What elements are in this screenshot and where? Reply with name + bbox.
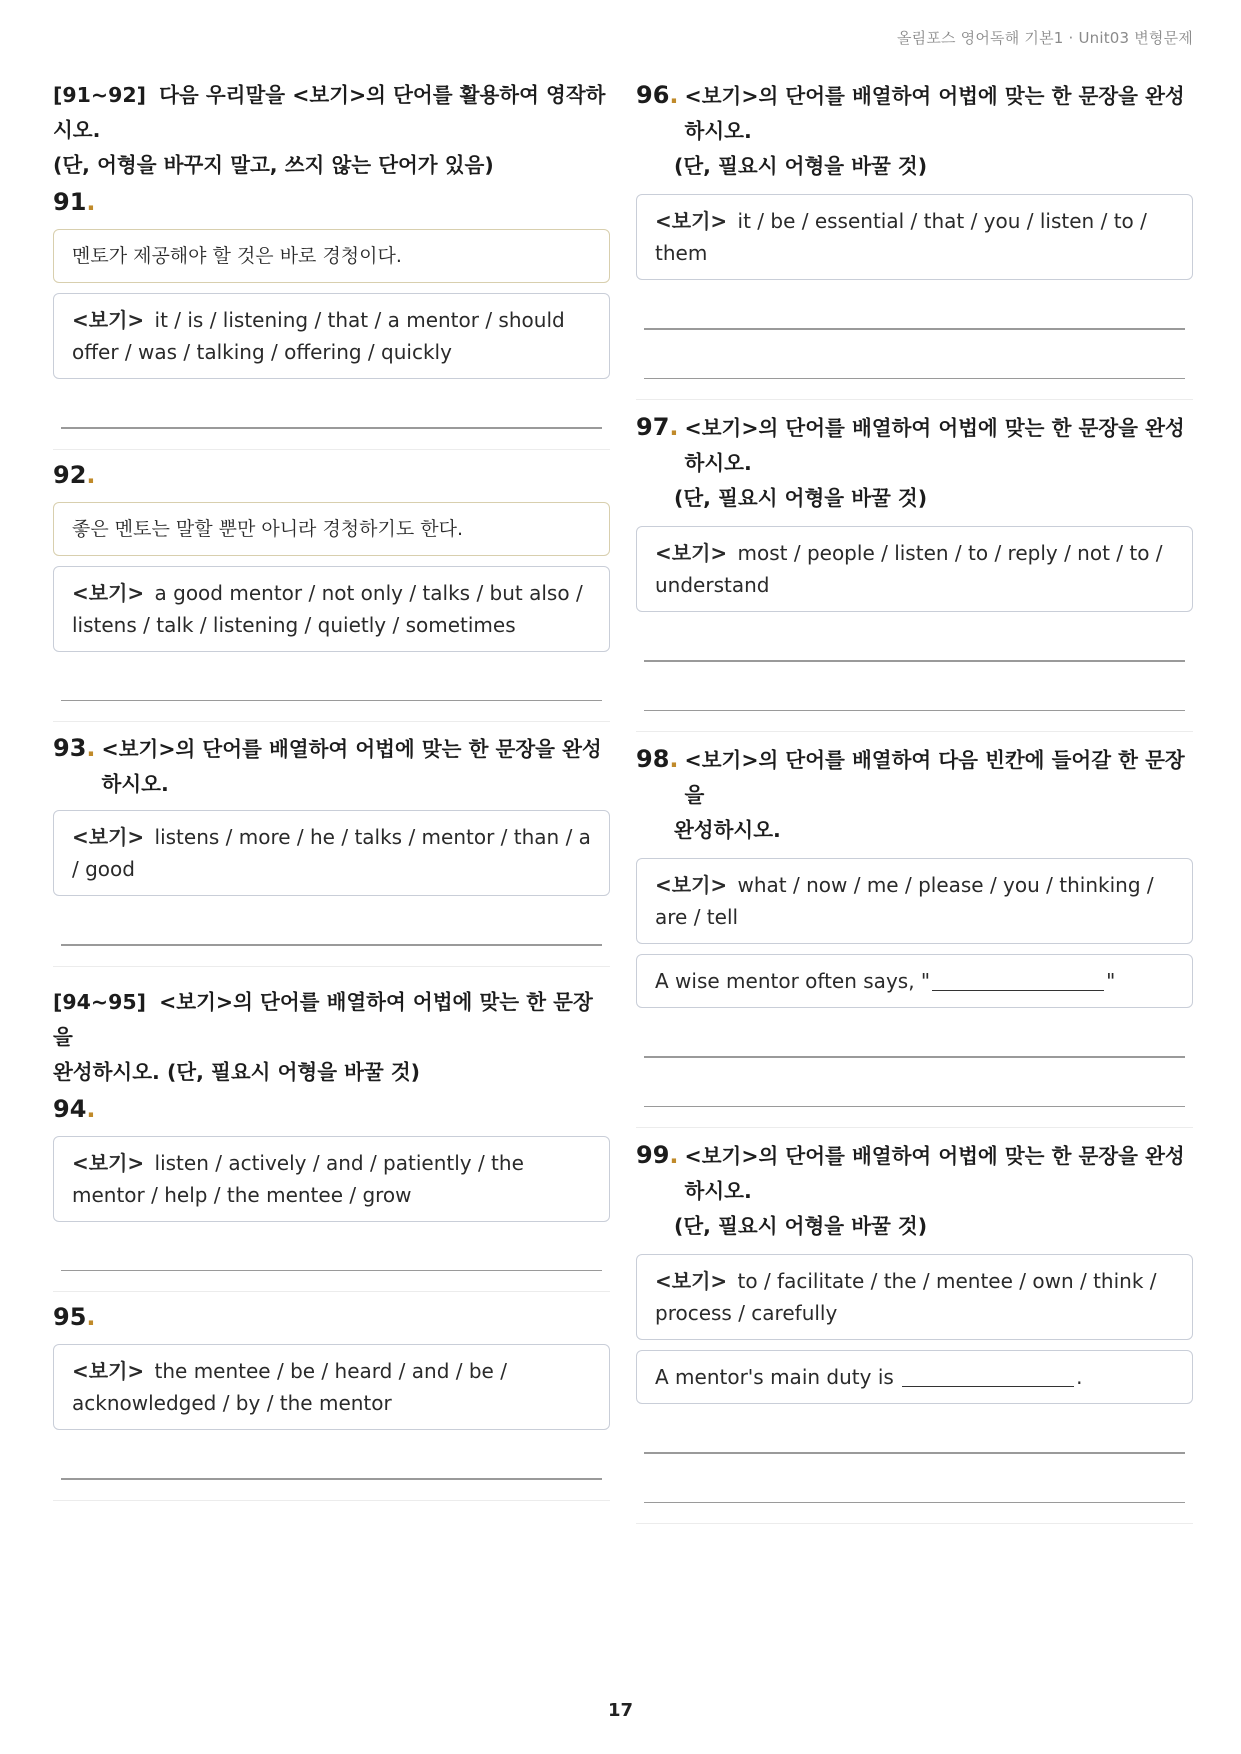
section-note: 완성하시오. (단, 필요시 어형을 바꿀 것) [53,1059,421,1084]
sentence-box [636,1350,1193,1404]
question-number: 97 [636,413,670,441]
bogi-box [636,1254,1193,1340]
sentence-after: . [1076,1365,1083,1389]
answer-line[interactable] [644,1056,1185,1058]
question-note: (단, 필요시 어형을 바꿀 것) [674,486,928,510]
right-column [636,78,1193,1524]
bogi-box [53,810,610,896]
bogi-box [636,526,1193,612]
answer-line[interactable] [61,1478,602,1480]
question-prompt: <보기>의 단어를 배열하여 어법에 맞는 한 문장을 완성하시오. [684,1144,1185,1203]
blank-line[interactable] [902,1364,1074,1387]
section-instruction: 다음 우리말을 <보기>의 단어를 활용하여 영작하시오. [53,83,606,142]
bogi-label: <보기> [72,580,145,605]
question-number: 93 [53,734,87,762]
answer-line[interactable] [644,1452,1185,1454]
section-91-92-instructions [53,78,610,183]
question-number: 91 [53,188,87,216]
bogi-words: a good mentor / not only / talks / but also / listens / talk / listening / quietly / sometimes [72,580,583,637]
page-header: 올림포스 영어독해 기본1 · Unit03 변형문제 [896,29,1193,47]
bogi-label: <보기> [72,825,145,849]
section-range: [91~92] [53,83,146,107]
bogi-words: listen / actively / and / patiently / the mentor / help / the mentee / grow [72,1150,524,1207]
left-column [53,78,610,1501]
question-number: 95 [53,1303,87,1331]
answer-line[interactable] [644,660,1185,662]
divider [636,399,1193,400]
bogi-box [53,1344,610,1430]
section-note: (단, 어형을 바꾸지 말고, 쓰지 않는 단어가 있음) [53,153,494,177]
question-note: (단, 필요시 어형을 바꿀 것) [674,154,928,178]
section-instruction: <보기>의 단어를 배열하여 어법에 맞는 한 문장을 [53,989,593,1049]
bogi-label: <보기> [72,1150,145,1175]
divider [53,449,610,450]
question-95: 95. <보기> the mentee / be / heard / and / be / acknowledged / by / the mentor [53,1300,610,1501]
answer-line[interactable] [644,1502,1185,1504]
question-94: 94. <보기> listen / actively / and / patiently / the mentor / help / the mentee / grow [53,1092,610,1293]
bogi-words: the mentee / be / heard / and / be / acknowledged / by / the mentor [72,1359,507,1415]
answer-line[interactable] [644,328,1185,330]
question-97: 97. <보기>의 단어를 배열하여 어법에 맞는 한 문장을 완성하시오. (단, 필요시 어형을 바꿀 것) <보기> most / people / listen / to / reply / not / to / understand [636,410,1193,732]
section-94-95-instructions [53,985,610,1090]
sentence-before: A wise mentor often says, " [655,969,931,993]
bogi-words: it / is / listening / that / a mentor / should offer / was / talking / offering / quickly [72,308,565,364]
korean-sentence-box [53,229,610,283]
question-91: 91. 멘토가 제공해야 할 것은 바로 경청이다. <보기> it / is / listening / that / a mentor / should offer / was / talking / offering / quickly [53,185,610,450]
bogi-words: most / people / listen / to / reply / not / to / understand [655,541,1163,597]
question-number: 94 [53,1094,87,1123]
answer-line[interactable] [644,710,1185,712]
question-93: 93. <보기>의 단어를 배열하여 어법에 맞는 한 문장을 완성하시오. <보기> listens / more / he / talks / mentor / than / a / good [53,731,610,967]
bogi-words: what / now / me / please / you / thinking / are / tell [655,873,1154,929]
korean-sentence: 좋은 멘토는 말할 뿐만 아니라 경청하기도 한다. [72,517,464,540]
bogi-label: <보기> [655,541,728,565]
page-number: 17 [607,1700,634,1721]
bogi-words: it / be / essential / that / you / listen / to / them [655,209,1147,265]
question-prompt: <보기>의 단어를 배열하여 어법에 맞는 한 문장을 완성하시오. [101,737,602,796]
divider [53,1500,610,1501]
bogi-label: <보기> [72,1359,145,1383]
bogi-box [53,293,610,379]
divider [636,1523,1193,1524]
question-number: 96 [636,81,670,109]
question-98: 98. <보기>의 단어를 배열하여 다음 빈칸에 들어갈 한 문장을 완성하시오. <보기> what / now / me / please / you / thinking / are / tell A wise mentor often says, " " [636,742,1193,1128]
section-range: [94~95] [53,989,146,1014]
answer-line[interactable] [61,427,602,429]
divider [53,966,610,967]
question-note: 완성하시오. [674,818,781,842]
question-note: (단, 필요시 어형을 바꿀 것) [674,1214,928,1238]
answer-line[interactable] [644,1106,1185,1108]
divider [53,721,610,722]
bogi-box [53,566,610,652]
answer-line[interactable] [644,378,1185,380]
question-number: 98 [636,745,670,773]
question-number: 99 [636,1141,670,1169]
answer-line[interactable] [61,700,602,702]
bogi-box [53,1136,610,1222]
question-number: 92 [53,460,87,489]
bogi-label: <보기> [72,308,145,332]
question-92: 92. 좋은 멘토는 말할 뿐만 아니라 경청하기도 한다. <보기> a good mentor / not only / talks / but also / listens / talk / listening / quietly / sometimes [53,458,610,723]
sentence-after: " [1106,969,1116,993]
question-prompt: <보기>의 단어를 배열하여 어법에 맞는 한 문장을 완성하시오. [684,84,1185,143]
bogi-label: <보기> [655,209,728,233]
korean-sentence-box [53,502,610,556]
sentence-before: A mentor's main duty is [655,1365,901,1389]
bogi-label: <보기> [655,1269,728,1293]
bogi-words: to / facilitate / the / mentee / own / think / process / carefully [655,1269,1157,1325]
korean-sentence: 멘토가 제공해야 할 것은 바로 경청이다. [72,245,402,267]
bogi-box [636,858,1193,944]
question-prompt: <보기>의 단어를 배열하여 다음 빈칸에 들어갈 한 문장을 [684,748,1185,807]
bogi-label: <보기> [655,873,728,897]
question-96: 96. <보기>의 단어를 배열하여 어법에 맞는 한 문장을 완성하시오. (단, 필요시 어형을 바꿀 것) <보기> it / be / essential / that / you / listen / to / them [636,78,1193,400]
bogi-words: listens / more / he / talks / mentor / than / a / good [72,825,591,881]
question-99: 99. <보기>의 단어를 배열하여 어법에 맞는 한 문장을 완성하시오. (단, 필요시 어형을 바꿀 것) <보기> to / facilitate / the / mentee / own / think / process / carefully A mentor's main duty is . [636,1138,1193,1524]
divider [636,1127,1193,1128]
divider [636,731,1193,732]
blank-line[interactable] [932,968,1104,991]
divider [53,1291,610,1292]
sentence-box [636,954,1193,1008]
answer-line[interactable] [61,1270,602,1272]
answer-line[interactable] [61,944,602,946]
question-prompt: <보기>의 단어를 배열하여 어법에 맞는 한 문장을 완성하시오. [684,416,1185,475]
bogi-box [636,194,1193,280]
